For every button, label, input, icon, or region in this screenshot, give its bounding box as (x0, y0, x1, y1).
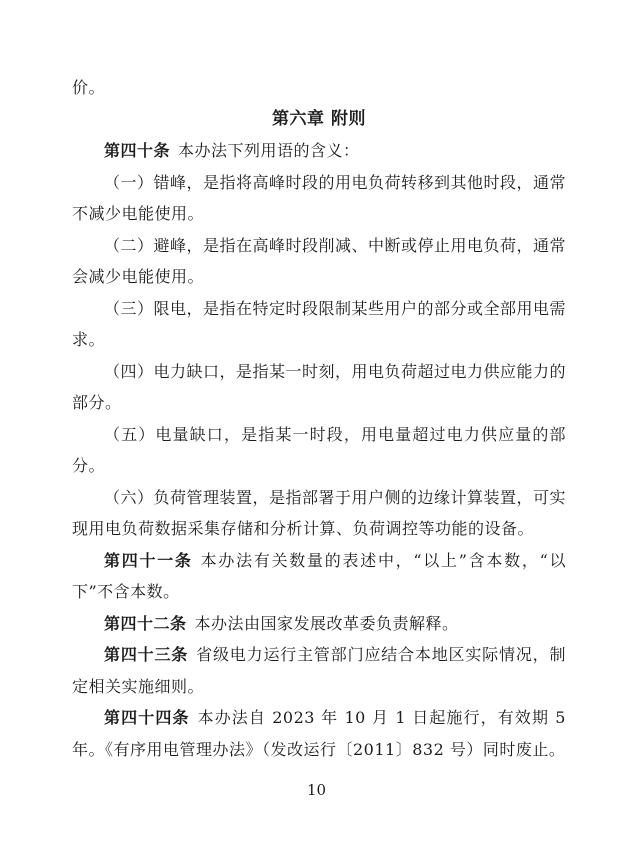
article-number: 第四十三条 (104, 645, 189, 664)
article-text: （三）限电，是指在特定时段限制某些用户的部分或全部用电需求。 (72, 298, 567, 349)
paragraph (72, 419, 566, 482)
article-text: 本办法有关数量的表述中，“以上”含本数，“以下”不含本数。 (72, 550, 566, 601)
paragraph (72, 293, 566, 356)
paragraph-list (72, 135, 566, 765)
paragraph (72, 167, 566, 230)
article-text: （四）电力缺口，是指某一时刻，用电负荷超过电力供应能力的部分。 (72, 361, 567, 412)
page-number: 10 (306, 781, 327, 799)
continuation-text: 价。 (72, 78, 106, 97)
paragraph (72, 135, 566, 167)
paragraph (72, 608, 566, 640)
article-text: （二）避峰，是指在高峰时段削减、中断或停止用电负荷，通常会减少电能使用。 (72, 235, 567, 286)
article-text: （五）电量缺口，是指某一时段，用电量超过电力供应量的部分。 (72, 424, 566, 475)
article-number: 第四十四条 (104, 708, 190, 727)
paragraph (72, 702, 566, 765)
article-text: 本办法下列用语的含义： (178, 141, 360, 160)
paragraph (72, 230, 566, 293)
paragraph (72, 639, 566, 702)
paragraph (72, 482, 566, 545)
article-number: 第四十一条 (104, 550, 193, 570)
chapter-heading: 第六章 附则 (272, 108, 366, 129)
article-number: 第四十二条 (104, 613, 187, 633)
article-text: 省级电力运行主管部门应结合本地区实际情况，制定相关实施细则。 (72, 645, 566, 696)
article-number: 第四十条 (104, 141, 171, 160)
paragraph (72, 356, 566, 419)
article-text: （六）负荷管理装置，是指部署于用户侧的边缘计算装置，可实现用电负荷数据采集存储和分析计算、负荷调控等功能的设备。 (72, 487, 567, 538)
document-body (72, 72, 566, 765)
paragraph (72, 545, 566, 608)
article-text: （一）错峰，是指将高峰时段的用电负荷转移到其他时段，通常不减少电能使用。 (72, 172, 567, 223)
article-text: 本办法自 2023 年 10 月 1 日起施行，有效期 5 年。《有序用电管理办法》（发改运行〔2011〕832 号）同时废止。 (72, 708, 566, 759)
article-text: 本办法由国家发展改革委负责解释。 (194, 613, 459, 633)
